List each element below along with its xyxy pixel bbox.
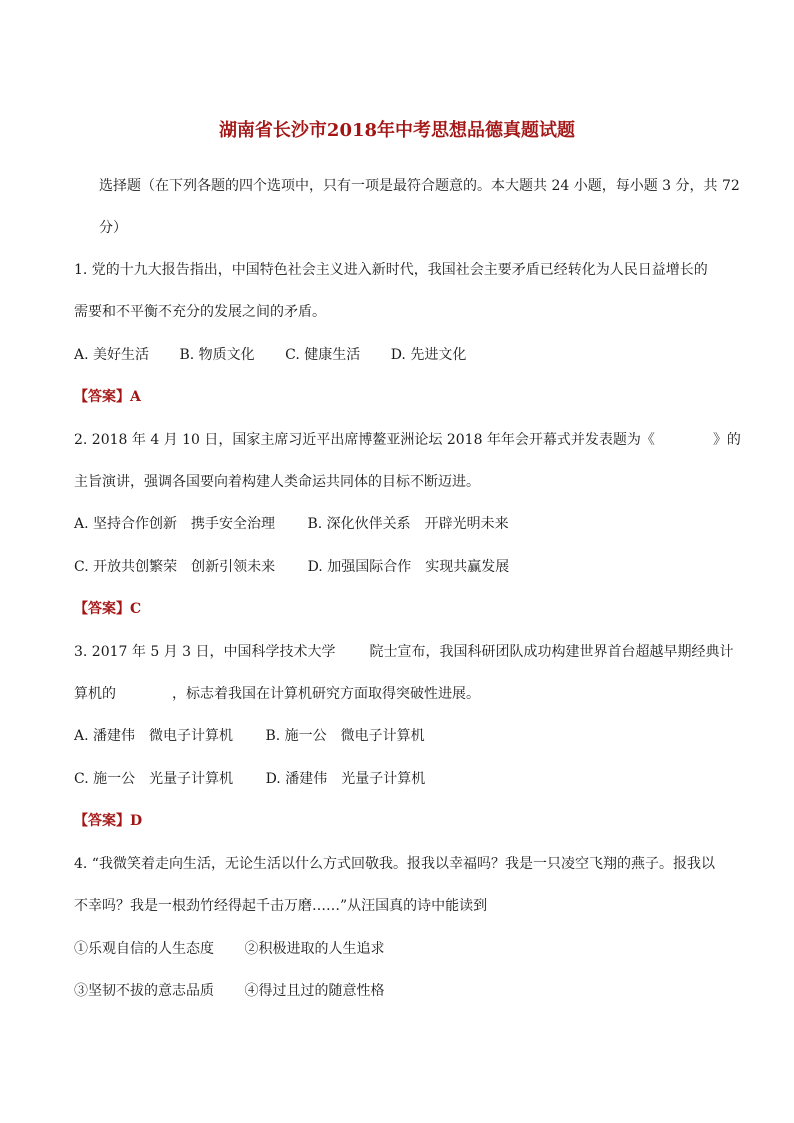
q2-option-a: A. 坚持合作创新 携手安全治理	[74, 516, 276, 532]
document-title: 湖南省长沙市2018年中考思想品德真题试题	[218, 120, 576, 141]
q1-option-a: A. 美好生活	[74, 347, 150, 363]
intro-line-1: 选择题（在下列各题的四个选项中，只有一项是最符合题意的。本大题共 24 小题，每小题 3 分，共 72	[99, 178, 740, 194]
q3-stem-part-d: ，标志着我国在计算机研究方面取得突破性进展。	[172, 686, 480, 702]
q4-options-row-2	[74, 981, 384, 1001]
q3-stem-part-c: 算机的	[74, 686, 116, 702]
q3-stem-line-1	[74, 642, 734, 662]
q2-stem-line-1	[74, 430, 741, 450]
q4-item-4: ④得过且过的随意性格	[244, 983, 385, 999]
q2-answer: 【答案】C	[74, 601, 142, 617]
q4-stem-line-2: 不幸吗？我是一根劲竹经得起千击万磨……”从汪国真的诗中能读到	[74, 898, 488, 914]
q1-option-d: D. 先进文化	[390, 347, 467, 363]
q2-stem-part-a: 2. 2018 年 4 月 10 日，国家主席习近平出席博鳌亚洲论坛 2018 年年会开幕式并发表题为《	[74, 432, 655, 448]
q4-item-1: ①乐观自信的人生态度	[74, 941, 214, 957]
intro-line-2: 分）	[99, 220, 127, 236]
q2-stem-line-2: 主旨演讲，强调各国要向着构建人类命运共同体的目标不断迈进。	[74, 474, 480, 490]
q3-options-row-2	[74, 769, 425, 789]
q3-stem-part-b: 院士宣布，我国科研团队成功构建世界首台超越早期经典计	[369, 644, 734, 660]
q3-options-row-1	[74, 726, 425, 746]
q4-item-3: ③坚韧不拔的意志品质	[74, 983, 214, 999]
q2-options-row-1	[74, 514, 509, 534]
q4-stem-line-1: 4. “我微笑着走向生活，无论生活以什么方式回敬我。报我以幸福吗？我是一只凌空飞翔的燕子。报我以	[74, 856, 715, 872]
q2-option-d: D. 加强国际合作 实现共赢发展	[307, 559, 510, 575]
q3-stem-line-2	[74, 684, 480, 704]
q4-item-2: ②积极进取的人生追求	[244, 941, 385, 957]
q2-option-b: B. 深化伙伴关系 开辟光明未来	[307, 516, 509, 532]
q3-option-c: C. 施一公 光量子计算机	[74, 771, 234, 787]
q1-stem-line-2: 需要和不平衡不充分的发展之间的矛盾。	[74, 304, 326, 320]
q1-stem-line-1: 1. 党的十九大报告指出，中国特色社会主义进入新时代，我国社会主要矛盾已经转化为人民日益增长的	[74, 262, 708, 278]
q3-option-b: B. 施一公 微电子计算机	[265, 728, 425, 744]
q1-options	[74, 345, 466, 365]
q1-answer: 【答案】A	[74, 389, 141, 405]
q3-answer: 【答案】D	[74, 813, 143, 829]
q4-options-row-1	[74, 939, 384, 959]
q3-stem-part-a: 3. 2017 年 5 月 3 日，中国科学技术大学	[74, 644, 336, 660]
q2-option-c: C. 开放共创繁荣 创新引领未来	[74, 559, 276, 575]
q1-option-b: B. 物质文化	[179, 347, 255, 363]
q1-option-c: C. 健康生活	[285, 347, 361, 363]
q2-options-row-2	[74, 557, 509, 577]
q2-stem-part-b: 》的	[712, 432, 741, 448]
q3-option-d: D. 潘建伟 光量子计算机	[265, 771, 426, 787]
q3-option-a: A. 潘建伟 微电子计算机	[74, 728, 234, 744]
